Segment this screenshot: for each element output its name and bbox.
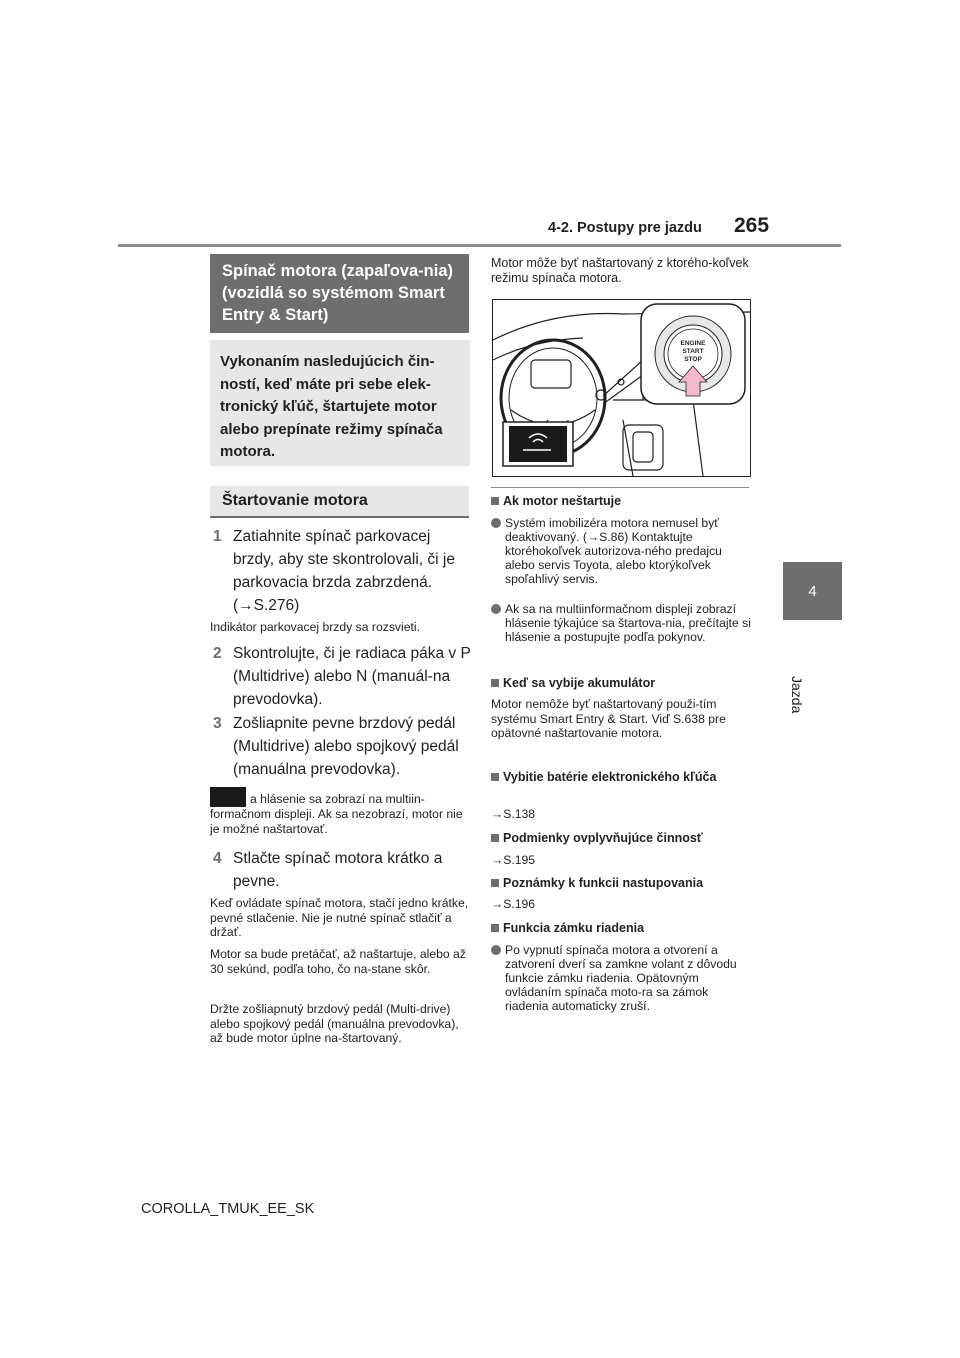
step-number: 2 xyxy=(213,645,222,662)
heading-conditions: Podmienky ovplyvňujúce činnosť xyxy=(491,831,753,846)
chapter-label-text: Jazda xyxy=(789,676,805,714)
note-step-3 xyxy=(210,787,472,836)
start-section-heading xyxy=(210,486,469,518)
title-text: Spínač motora (zapaľova-nia) (vozidlá so systémom Smart Entry & Start) xyxy=(222,262,453,324)
button-label-line3: STOP xyxy=(684,356,702,363)
intro-text: Vykonaním nasledujúcich čin-ností, keď máte pri sebe elek-tronický kľúč, štartujete motor alebo prepínate režimy spínača motora. xyxy=(220,353,443,460)
bullet-message: Ak sa na multiinformačnom displeji zobrazí hlásenie týkajúce sa štartova-nia, prečítajte si hlásenie a postupujte podľa pokynov. xyxy=(491,602,753,644)
ref-conditions: →S.195 xyxy=(491,853,536,867)
heading-engine-not-start: Ak motor neštartuje xyxy=(491,494,753,509)
button-label-line2: START xyxy=(682,348,704,355)
ref-entry-notes: →S.196 xyxy=(491,897,536,911)
chapter-tab xyxy=(783,562,842,620)
step-number: 1 xyxy=(213,528,222,545)
heading-steering-lock: Funkcia zámku riadenia xyxy=(491,921,753,936)
square-bullet-icon xyxy=(491,773,499,781)
bullet-immobilizer: Systém imobilizéra motora nemusel byť deaktivovaný. (→S.86) Kontaktujte ktoréhokoľvek autorizova-ného predajcu alebo servis Toyota, alebo ktorýkoľvek spoľahlivý servis. xyxy=(491,516,753,586)
document-code: COROLLA_TMUK_EE_SK xyxy=(141,1201,315,1217)
step-number: 4 xyxy=(213,850,222,867)
chapter-number: 4 xyxy=(808,582,817,600)
step-3 xyxy=(213,712,475,781)
ref-key-battery: →S.138 xyxy=(491,807,536,821)
right-intro: Motor môže byť naštartovaný z ktorého-koľvek režimu spínača motora. xyxy=(491,256,749,285)
square-bullet-icon xyxy=(491,834,499,842)
square-bullet-icon xyxy=(491,679,499,687)
title-box xyxy=(210,254,469,333)
step-text: Stlačte spínač motora krátko a pevne. xyxy=(233,850,443,890)
smart-key-indicator-icon xyxy=(210,787,246,807)
note-step-4-a: Keď ovládate spínač motora, stačí jedno krátke, pevné stlačenie. Nie je nutné spínač stlačiť a držať. xyxy=(210,896,469,939)
step-number: 3 xyxy=(213,715,222,732)
heading-entry-notes: Poznámky k funkcii nastupovania xyxy=(491,876,753,891)
circle-bullet-icon xyxy=(491,518,501,528)
engine-start-figure xyxy=(492,299,751,477)
heading-key-battery: Vybitie batérie elektronického kľúča xyxy=(491,770,753,785)
step-2 xyxy=(213,642,475,711)
square-bullet-icon xyxy=(491,497,499,505)
circle-bullet-icon xyxy=(491,604,501,614)
button-label-line1: ENGINE xyxy=(680,340,706,347)
intro-box xyxy=(210,340,470,466)
step-text: Zatiahnite spínač parkovacej brzdy, aby ste skontrolovali, či je parkovacia brzda zabrzdená. (→S.276) xyxy=(233,528,455,614)
section-title: 4-2. Postupy pre jazdu xyxy=(548,220,702,236)
figure-divider xyxy=(491,487,749,488)
square-bullet-icon xyxy=(491,879,499,887)
heading-battery-discharge: Keď sa vybije akumulátor xyxy=(491,676,753,691)
step-4 xyxy=(213,847,475,893)
circle-bullet-icon xyxy=(491,945,501,955)
note-step-4-c: Držte zošliapnutý brzdový pedál (Multi-drive) alebo spojkový pedál (manuálna prevodovka), až bude motor úplne na-štartovaný. xyxy=(210,1002,459,1045)
step-text: Skontrolujte, či je radiaca páka v P (Multidrive) alebo N (manuál-na prevodovka). xyxy=(233,645,471,708)
note-step-1: Indikátor parkovacej brzdy sa rozsvieti. xyxy=(210,620,420,634)
step-text: Zošliapnite pevne brzdový pedál (Multidrive) alebo spojkový pedál (manuálna prevodovka). xyxy=(233,715,459,778)
start-section-title: Štartovanie motora xyxy=(222,492,368,509)
step-1 xyxy=(213,525,475,617)
chapter-label xyxy=(789,632,833,714)
page-number: 265 xyxy=(734,214,770,237)
dashboard-illustration xyxy=(493,300,750,476)
header-divider xyxy=(118,244,841,247)
note-step-3-text: a hlásenie sa zobrazí na multiin-formačnom displeji. Ak sa nezobrazí, motor nie je možné naštartovať. xyxy=(210,792,463,836)
battery-discharge-text: Motor nemôže byť naštartovaný použi-tím systému Smart Entry & Start. Viď S.638 pre opätovné naštartovanie motora. xyxy=(491,697,726,740)
bullet-steering-lock: Po vypnutí spínača motora a otvorení a zatvorení dverí sa zamkne volant z dôvodu funkcie zámku riadenia. Opätovným ovládaním spínača moto-ra sa zámok riadenia automaticky zruší. xyxy=(491,943,753,1013)
note-step-4-b: Motor sa bude pretáčať, až naštartuje, alebo až 30 sekúnd, podľa toho, čo na-stane skôr. xyxy=(210,947,466,976)
square-bullet-icon xyxy=(491,924,499,932)
